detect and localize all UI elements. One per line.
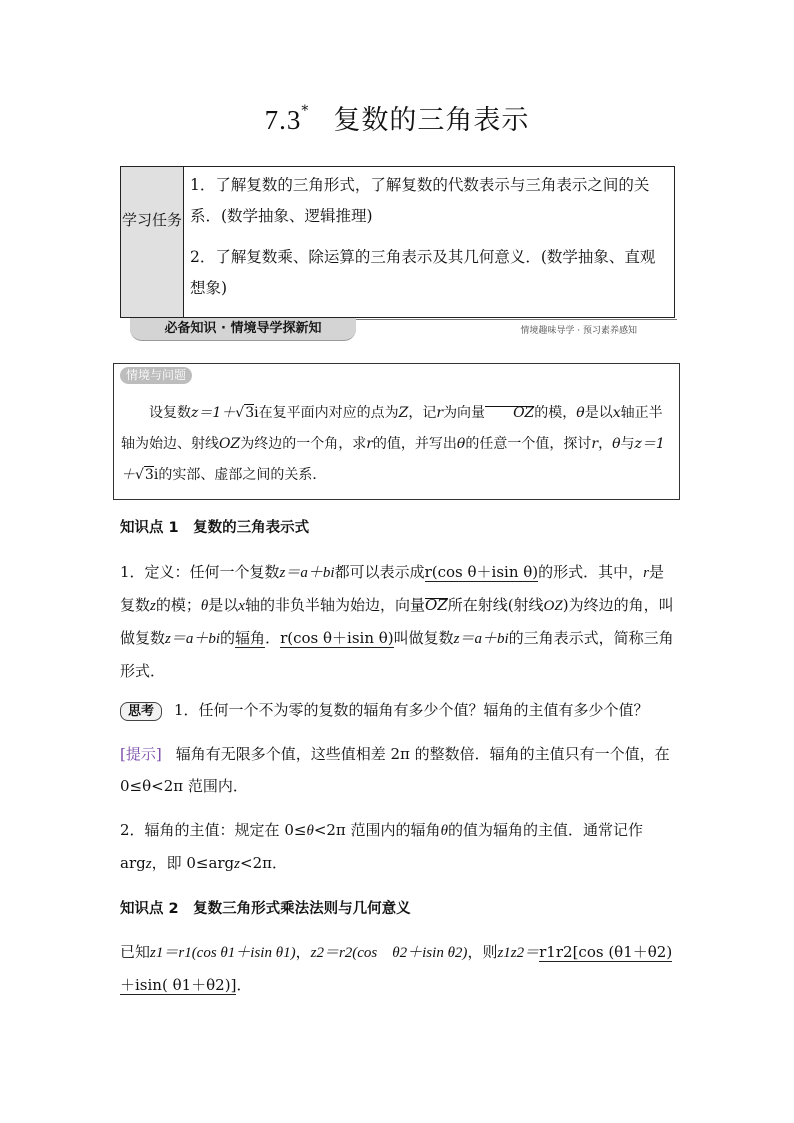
blank-answer: r(cos θ＋isin θ)	[424, 563, 539, 581]
sqrt-symbol: √	[235, 405, 245, 421]
scenario-text: 设复数z＝1＋√3i在复平面内对应的点为Z，记r为向量 OZ的模，θ是以x轴正半轴为始边、射线OZ为终边的一个角，求r的值，并写出θ的任意一个值，探讨r，θ与z＝1＋√3i的实部、虚部之间的关系．	[121, 405, 665, 483]
think-question-text: 1．任何一个不为零的复数的辐角有多少个值？辐角的主值有多少个值？	[174, 701, 649, 719]
section-banner	[120, 318, 677, 342]
section-divider	[356, 319, 677, 320]
knowledge-point-2-heading: 知识点 2 复数三角形式乘法法则与几何意义	[120, 901, 411, 917]
learning-task-label: 学习任务	[121, 167, 184, 317]
vector-oz: OZ	[485, 406, 534, 420]
principal-value-paragraph: 2．辐角的主值：规定在 0≤θ<2π 范围内的辐角θ的值为辐角的主值．通常记作 argz，即 0≤argz<2π．	[120, 821, 643, 872]
section-number: 7.3	[264, 105, 302, 135]
sqrt-symbol: √	[135, 467, 144, 483]
hint-text: 辐角有无限多个值，这些值相差 2π 的整数倍．辐角的主值只有一个值，在 0≤θ<2π 范围内．	[120, 745, 670, 795]
definition-paragraph: 1．定义：任何一个复数z＝a＋bi都可以表示成r(cos θ＋isin θ)的形式．其中，r是复数z的模；θ是以x轴的非负半轴为始边，向量OZ所在射线(射线OZ)为终边的角，叫做复数z＝a＋bi的辐角．r(cos θ＋isin θ)叫做复数z＝a＋bi的三角表示式，简称三角形式．	[120, 563, 674, 680]
vector-oz: OZ	[424, 596, 448, 614]
section-banner-subtitle: 情境趣味导学 · 预习素养感知	[520, 326, 637, 336]
title-text: 复数的三角表示	[333, 105, 530, 136]
task-item-2: 2．了解复数乘、除运算的三角表示及其几何意义．(数学抽象、直观想象)	[190, 248, 656, 297]
hint-label: [提示]	[120, 745, 162, 763]
page-title	[0, 98, 794, 137]
task-item-1: 1．了解复数的三角形式，了解复数的代数表示与三角表示之间的关系．(数学抽象、逻辑推理)	[190, 176, 650, 225]
blank-answer: 辐角	[235, 629, 266, 647]
scenario-box	[113, 363, 680, 500]
multiplication-rule-paragraph: 已知z1＝r1(cos θ1＋isin θ1)，z2＝r2(cos θ2＋isin θ2)，则z1z2＝r1r2[cos (θ1＋θ2)＋isin( θ1＋θ2)]．	[120, 943, 673, 994]
think-tag: 思考	[120, 702, 162, 721]
learning-task-content	[184, 167, 674, 317]
optional-mark: *	[301, 103, 310, 119]
scenario-tag: 情境与问题	[120, 367, 192, 384]
blank-answer: r(cos θ＋isin θ)	[280, 629, 394, 647]
learning-task-table	[120, 166, 675, 318]
blank-answer: r1r2[cos (θ1＋θ2)＋isin( θ1＋θ2)]	[120, 943, 673, 994]
think-question	[120, 694, 675, 726]
section-banner-title: 必备知识 · 情境导学探新知	[130, 318, 356, 341]
knowledge-point-1-heading: 知识点 1 复数的三角表示式	[120, 520, 310, 536]
hint-paragraph	[120, 738, 675, 802]
